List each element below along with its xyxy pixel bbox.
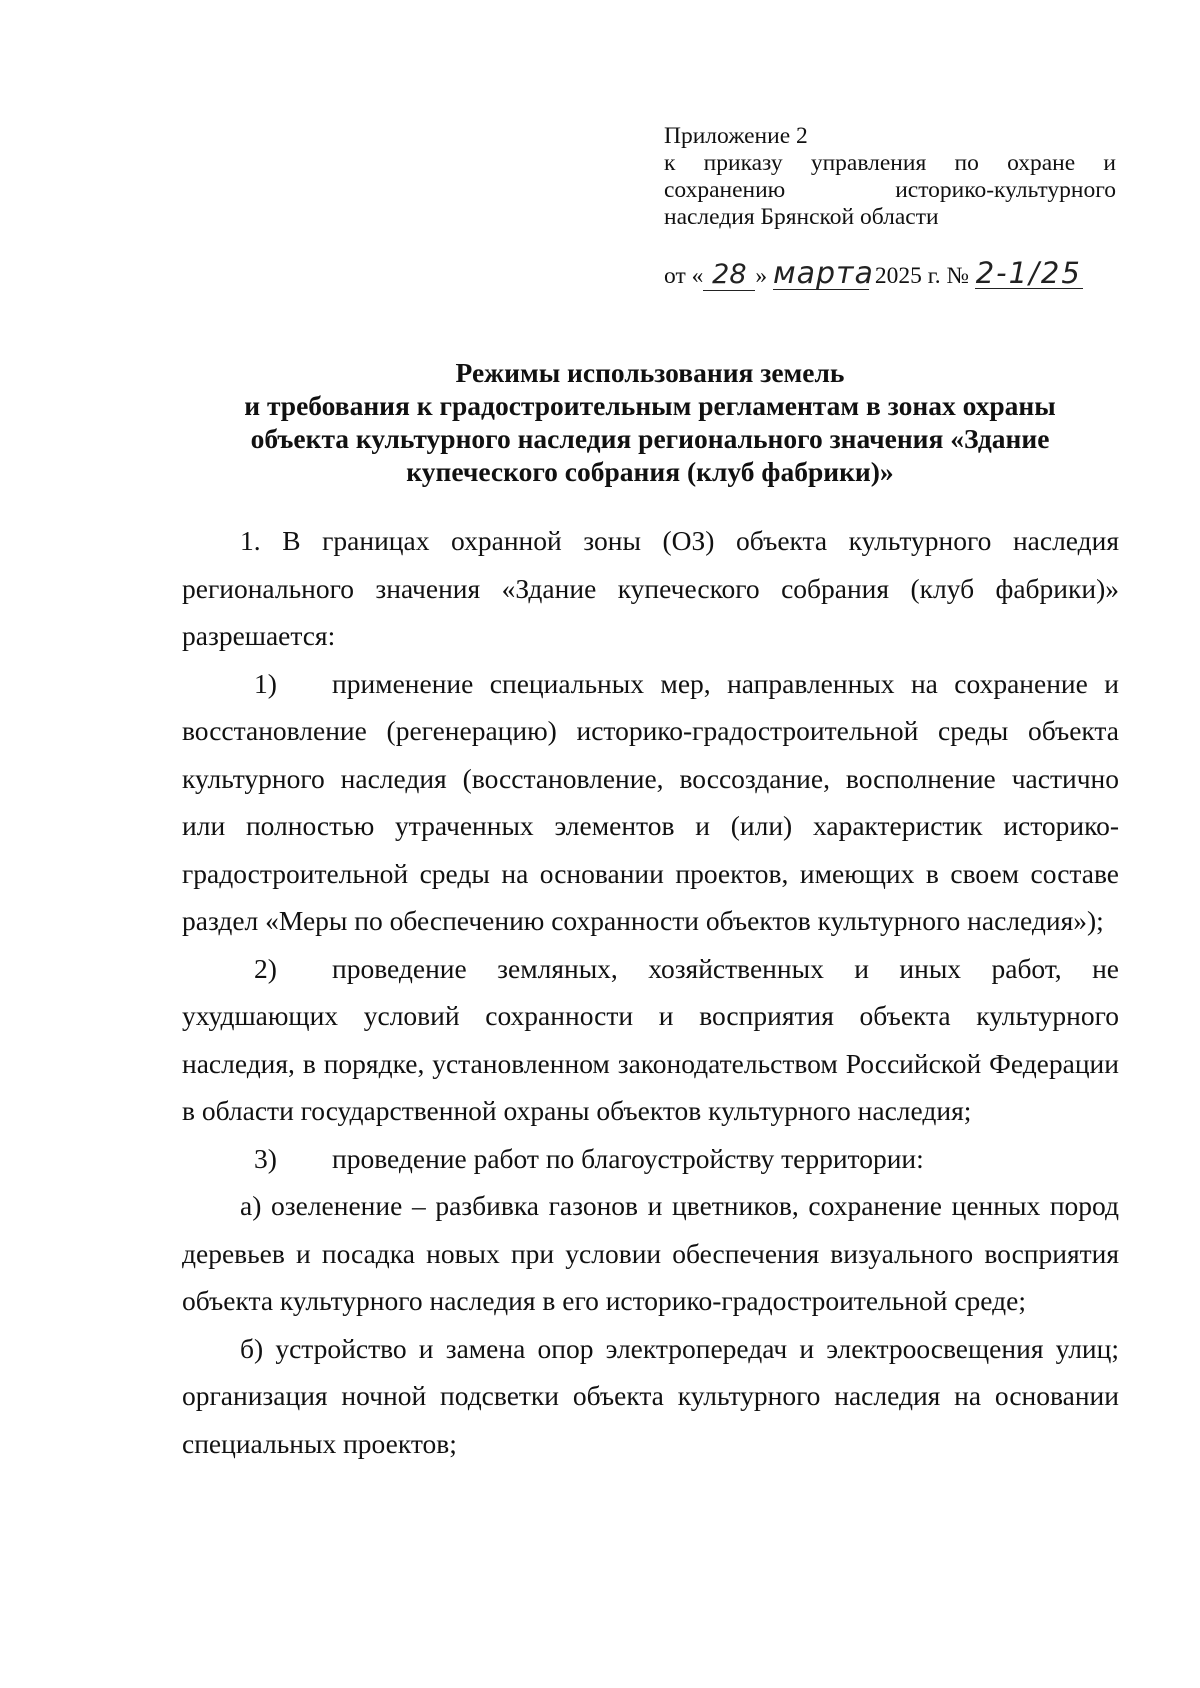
sub-item-b: б) устройство и замена опор электропередач и электроосвещения улиц; организация ночной подсветки объекта культурного наследия на основании специальных проектов; xyxy=(182,1332,1119,1459)
list-item-2-text: проведение земляных, хозяйственных и иных работ, не ухудшающих условий сохранности и восприятия объекта культурного наследия, в порядке, установленном законодательством Российской Федерации в области государственной охраны объектов культурного наследия; xyxy=(182,952,1119,1126)
title-line-4: купеческого собрания (клуб фабрики)» xyxy=(406,456,894,487)
handwritten-month: марта xyxy=(772,256,874,291)
sub-item-a: а) озеленение – разбивка газонов и цветников, сохранение ценных пород деревьев и посадка новых при условии обеспечения визуального восприятия объекта культурного наследия в его историко-градостроительной среде; xyxy=(182,1190,1119,1316)
title-line-2: и требования к градостроительным регламентам в зонах охраны xyxy=(244,390,1056,421)
list-item-2-number: 2) xyxy=(254,952,277,984)
order-dateline xyxy=(664,258,1124,298)
handwritten-order-number: 2-1/25 xyxy=(975,256,1082,290)
list-item-3 xyxy=(182,1135,1119,1183)
handwritten-day: 28 xyxy=(703,260,755,291)
list-item-3-text: проведение работ по благоустройству территории: xyxy=(332,1142,924,1174)
document-body xyxy=(182,517,1119,1467)
title-line-1: Режимы использования земель xyxy=(455,357,845,388)
appendix-department-line: сохранению историко-культурного xyxy=(664,177,1116,203)
list-item-1 xyxy=(182,660,1119,945)
date-year: 2025 г. № xyxy=(874,263,969,289)
appendix-title: Приложение 2 xyxy=(664,123,808,149)
list-item-3-number: 3) xyxy=(254,1142,277,1174)
appendix-region-line: наследия Брянской области xyxy=(664,204,939,230)
list-item-1-number: 1) xyxy=(254,667,277,699)
list-item-2 xyxy=(182,945,1119,1135)
title-line-3: объекта культурного наследия регионального значения «Здание xyxy=(250,423,1050,454)
paragraph-1: 1. В границах охранной зоны (ОЗ) объекта культурного наследия регионального значения «Здание купеческого собрания (клуб фабрики)» разрешается: xyxy=(182,525,1119,651)
appendix-order-line: к приказу управления по охране и xyxy=(664,150,1116,176)
list-item-1-text: применение специальных мер, направленных на сохранение и восстановление (регенерацию) историко-градостроительной среды объекта культурного наследия (восстановление, воссоздание, восполнение частично или полностью утраченных элементов и (или) характеристик историко-градостроительной среды на основании проектов, имеющих в своем составе раздел «Меры по обеспечению сохранности объектов культурного наследия»); xyxy=(182,667,1119,936)
document-title xyxy=(180,356,1120,488)
date-prefix: от « xyxy=(664,263,704,289)
date-quote-close: » xyxy=(755,263,768,289)
appendix-header xyxy=(664,123,1116,231)
